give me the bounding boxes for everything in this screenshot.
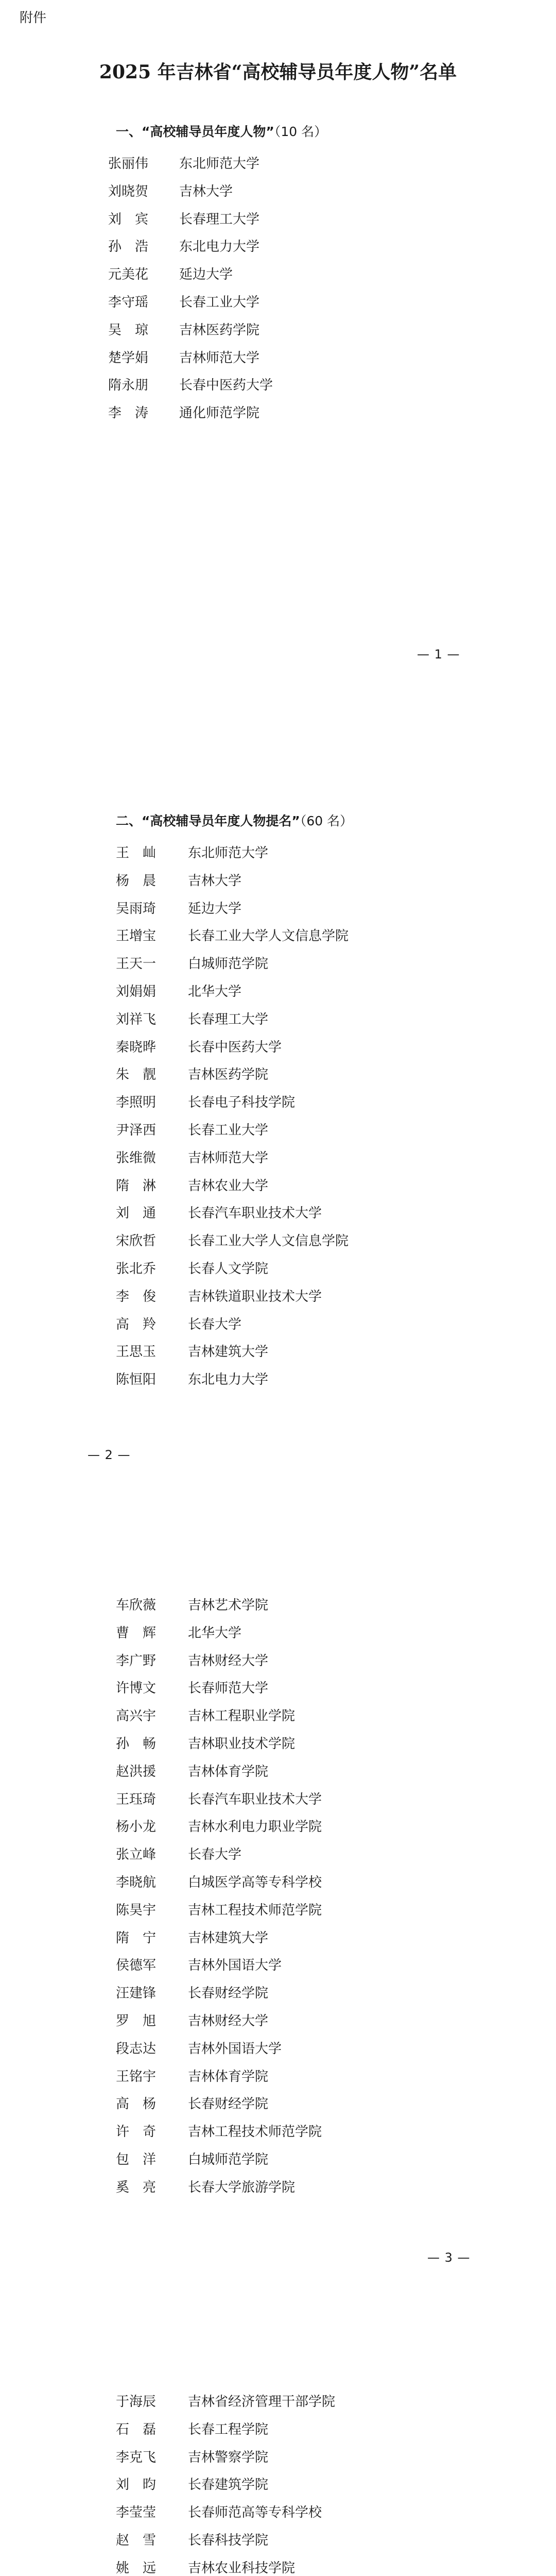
person-name: 车欣薇: [116, 1598, 157, 1613]
institution-name: 吉林师范大学: [188, 1150, 269, 1166]
person-name: 李莹莹: [116, 2505, 157, 2521]
person-name: 刘晓贺: [108, 183, 149, 199]
person-name: 刘祥飞: [116, 1011, 157, 1027]
person-name: 刘 宾: [108, 211, 149, 227]
page-number: — 1 —: [417, 647, 460, 662]
institution-name: 长春建筑学院: [188, 2477, 269, 2493]
person-name: 吴 琼: [108, 322, 149, 338]
institution-name: 吉林工程技术师范学院: [188, 2124, 322, 2140]
person-name: 王铭宇: [116, 2069, 157, 2084]
institution-name: 吉林建筑大学: [188, 1930, 269, 1946]
person-name: 孙 畅: [116, 1736, 157, 1752]
institution-name: 长春中医药大学: [188, 1039, 282, 1055]
section-heading-count: （60 名）: [300, 814, 353, 828]
person-name: 李克飞: [116, 2449, 157, 2465]
institution-name: 长春师范高等专科学校: [188, 2505, 322, 2521]
person-name: 许博文: [116, 1681, 157, 1697]
person-name: 段志达: [116, 2041, 157, 2057]
section-heading-text: 一、“高校辅导员年度人物”: [116, 124, 274, 139]
institution-name: 长春工业大学人文信息学院: [188, 1233, 349, 1249]
institution-name: 长春工业大学: [188, 1122, 269, 1138]
person-name: 宋欣哲: [116, 1233, 157, 1249]
institution-name: 长春师范大学: [188, 1681, 269, 1697]
institution-name: 吉林体育学院: [188, 1764, 269, 1780]
institution-name: 长春电子科技学院: [188, 1095, 296, 1111]
institution-name: 长春汽车职业技术大学: [188, 1791, 322, 1807]
person-name: 侯德军: [116, 1958, 157, 1974]
person-name: 孙 浩: [108, 239, 149, 255]
person-name: 陈昊宇: [116, 1902, 157, 1918]
institution-name: 长春理工大学: [179, 211, 260, 227]
institution-name: 长春工业大学: [179, 294, 260, 310]
institution-name: 延边大学: [188, 901, 242, 917]
institution-name: 吉林农业大学: [188, 1178, 269, 1194]
institution-name: 白城医学高等专科学校: [188, 1874, 322, 1890]
person-name: 李 涛: [108, 405, 149, 421]
person-name: 王增宝: [116, 928, 157, 944]
institution-name: 吉林工程技术师范学院: [188, 1902, 322, 1918]
person-name: 高兴宇: [116, 1708, 157, 1724]
person-name: 王珏琦: [116, 1791, 157, 1807]
person-name: 张北乔: [116, 1261, 157, 1277]
person-name: 陈恒阳: [116, 1372, 157, 1388]
institution-name: 吉林师范大学: [179, 350, 260, 366]
person-name: 刘 通: [116, 1206, 157, 1222]
person-name: 姚 远: [116, 2560, 157, 2576]
institution-name: 吉林警察学院: [188, 2449, 269, 2465]
person-name: 奚 亮: [116, 2179, 157, 2195]
page-number: — 2 —: [88, 1448, 131, 1462]
institution-name: 吉林外国语大学: [188, 2041, 282, 2057]
institution-name: 吉林财经大学: [188, 2013, 269, 2029]
person-name: 张丽伟: [108, 156, 149, 172]
person-name: 王 屾: [116, 845, 157, 861]
person-name: 曹 辉: [116, 1625, 157, 1641]
institution-name: 东北师范大学: [179, 156, 260, 172]
person-name: 秦晓晔: [116, 1039, 157, 1055]
institution-name: 吉林农业科技学院: [188, 2560, 296, 2576]
person-name: 元美花: [108, 267, 149, 283]
institution-name: 北华大学: [188, 1625, 242, 1641]
institution-name: 长春中医药大学: [179, 378, 273, 394]
institution-name: 吉林医药学院: [179, 322, 260, 338]
person-name: 杨 晨: [116, 873, 157, 889]
institution-name: 长春汽车职业技术大学: [188, 1206, 322, 1222]
institution-name: 吉林外国语大学: [188, 1958, 282, 1974]
person-name: 李广野: [116, 1653, 157, 1669]
person-name: 汪建锋: [116, 1986, 157, 2002]
person-name: 张立峰: [116, 1847, 157, 1863]
institution-name: 东北电力大学: [179, 239, 260, 255]
institution-name: 长春工业大学人文信息学院: [188, 928, 349, 944]
institution-name: 白城师范学院: [188, 956, 269, 972]
page-number: — 3 —: [427, 2250, 471, 2265]
person-name: 许 奇: [116, 2124, 157, 2140]
person-name: 尹泽西: [116, 1122, 157, 1138]
institution-name: 吉林建筑大学: [188, 1344, 269, 1360]
person-name: 隋永朋: [108, 378, 149, 394]
person-name: 赵洪援: [116, 1764, 157, 1780]
person-name: 李晓航: [116, 1874, 157, 1890]
person-name: 刘 昀: [116, 2477, 157, 2493]
institution-name: 东北师范大学: [188, 845, 269, 861]
institution-name: 长春理工大学: [188, 1011, 269, 1027]
person-name: 高 杨: [116, 2096, 157, 2112]
person-name: 李照明: [116, 1095, 157, 1111]
institution-name: 长春财经学院: [188, 1986, 269, 2002]
person-name: 王天一: [116, 956, 157, 972]
person-name: 杨小龙: [116, 1819, 157, 1835]
attachment-label: 附件: [20, 10, 47, 26]
institution-name: 吉林工程职业学院: [188, 1708, 296, 1724]
person-name: 高 羚: [116, 1316, 157, 1332]
person-name: 楚学娟: [108, 350, 149, 366]
person-name: 刘娟娟: [116, 984, 157, 999]
person-name: 吴雨琦: [116, 901, 157, 917]
institution-name: 吉林职业技术学院: [188, 1736, 296, 1752]
institution-name: 吉林铁道职业技术大学: [188, 1289, 322, 1304]
person-name: 赵 雪: [116, 2532, 157, 2548]
person-name: 王思玉: [116, 1344, 157, 1360]
institution-name: 长春大学: [188, 1847, 242, 1863]
institution-name: 吉林水利电力职业学院: [188, 1819, 322, 1835]
institution-name: 吉林财经大学: [188, 1653, 269, 1669]
institution-name: 延边大学: [179, 267, 233, 283]
person-name: 罗 旭: [116, 2013, 157, 2029]
section-heading: [116, 811, 353, 829]
institution-name: 长春工程学院: [188, 2421, 269, 2437]
person-name: 隋 淋: [116, 1178, 157, 1194]
document-title: 2025 年吉林省“高校辅导员年度人物”名单: [99, 61, 457, 83]
institution-name: 白城师范学院: [188, 2151, 269, 2167]
institution-name: 长春大学旅游学院: [188, 2179, 296, 2195]
institution-name: 长春科技学院: [188, 2532, 269, 2548]
institution-name: 东北电力大学: [188, 1372, 269, 1388]
person-name: 于海辰: [116, 2394, 157, 2410]
person-name: 石 磊: [116, 2421, 157, 2437]
section-heading-count: （10 名）: [274, 124, 327, 139]
person-name: 李 俊: [116, 1289, 157, 1304]
section-heading-text: 二、“高校辅导员年度人物提名”: [116, 814, 300, 828]
institution-name: 长春财经学院: [188, 2096, 269, 2112]
person-name: 张维微: [116, 1150, 157, 1166]
institution-name: 北华大学: [188, 984, 242, 999]
person-name: 隋 宁: [116, 1930, 157, 1946]
institution-name: 长春大学: [188, 1316, 242, 1332]
institution-name: 吉林艺术学院: [188, 1598, 269, 1613]
institution-name: 吉林大学: [179, 183, 233, 199]
person-name: 朱 靓: [116, 1067, 157, 1083]
institution-name: 长春人文学院: [188, 1261, 269, 1277]
person-name: 李守瑶: [108, 294, 149, 310]
institution-name: 吉林体育学院: [188, 2069, 269, 2084]
section-heading: [116, 122, 327, 140]
institution-name: 吉林省经济管理干部学院: [188, 2394, 336, 2410]
institution-name: 吉林医药学院: [188, 1067, 269, 1083]
institution-name: 通化师范学院: [179, 405, 260, 421]
person-name: 包 洋: [116, 2151, 157, 2167]
institution-name: 吉林大学: [188, 873, 242, 889]
